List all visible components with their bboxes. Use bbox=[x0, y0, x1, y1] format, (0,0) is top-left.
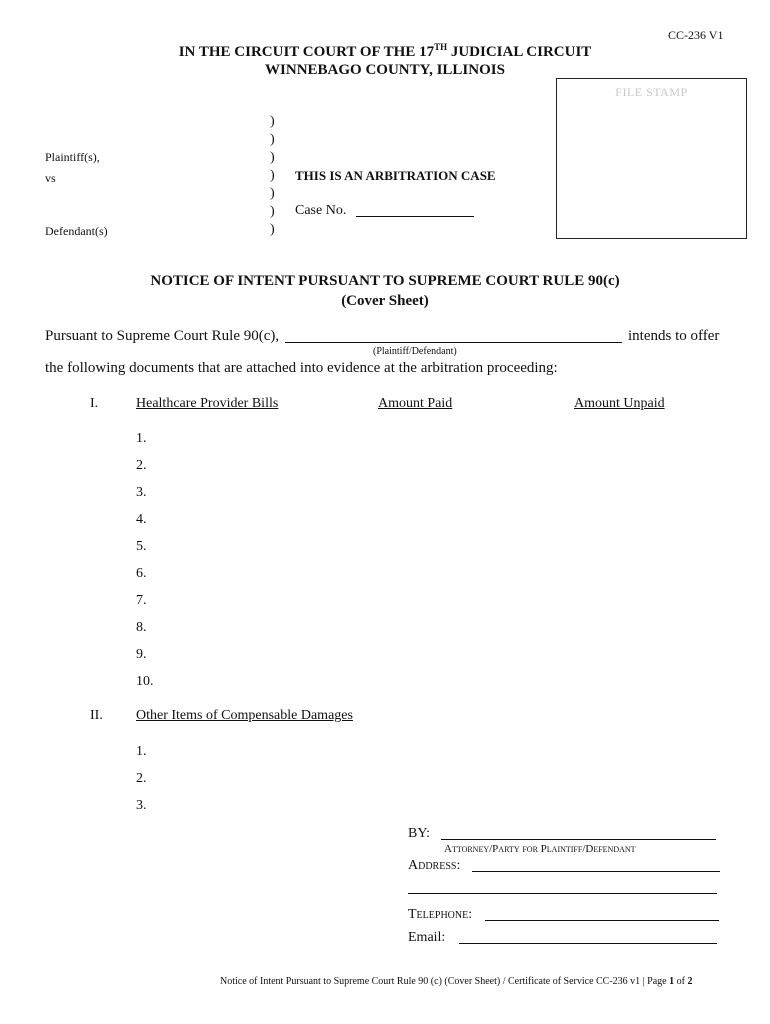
list-item-number: 7. bbox=[136, 593, 147, 608]
file-stamp-label: FILE STAMP bbox=[615, 85, 688, 99]
address-label: Address: bbox=[408, 858, 461, 873]
address-field-1[interactable] bbox=[472, 871, 720, 872]
section-1-roman: I. bbox=[90, 396, 99, 411]
court-header bbox=[0, 42, 770, 61]
list-item-number: 3. bbox=[136, 485, 147, 500]
vs-label: vs bbox=[45, 171, 56, 185]
page-footer bbox=[220, 976, 692, 987]
caption-paren: ) bbox=[270, 150, 275, 165]
list-item-number: 3. bbox=[136, 798, 147, 813]
county-header: WINNEBAGO COUNTY, ILLINOIS bbox=[265, 62, 505, 78]
case-no-field[interactable] bbox=[356, 216, 474, 217]
telephone-label: Telephone: bbox=[408, 907, 473, 922]
amount-unpaid-header: Amount Unpaid bbox=[574, 396, 665, 411]
list-item-number: 8. bbox=[136, 620, 147, 635]
page-number: 1 bbox=[669, 976, 675, 987]
case-no-label: Case No. bbox=[295, 203, 347, 218]
email-label: Email: bbox=[408, 930, 446, 945]
list-item-number: 5. bbox=[136, 539, 147, 554]
intends-text: intends to offer bbox=[628, 328, 720, 344]
caption-paren: ) bbox=[270, 186, 275, 201]
list-item-number: 2. bbox=[136, 771, 147, 786]
page-total: 2 bbox=[687, 976, 693, 987]
pursuant-text: Pursuant to Supreme Court Rule 90(c), bbox=[45, 328, 280, 344]
list-item-number: 2. bbox=[136, 458, 147, 473]
section-2-roman: II. bbox=[90, 708, 103, 723]
party-name-field[interactable] bbox=[285, 342, 622, 343]
caption-paren: ) bbox=[270, 168, 275, 183]
notice-title: NOTICE OF INTENT PURSUANT TO SUPREME COURT RULE 90(c) bbox=[150, 273, 620, 289]
list-item-number: 4. bbox=[136, 512, 147, 527]
signature-field[interactable] bbox=[441, 839, 716, 840]
caption-paren: ) bbox=[270, 204, 275, 219]
email-field[interactable] bbox=[459, 943, 717, 944]
telephone-field[interactable] bbox=[485, 920, 719, 921]
list-item-number: 6. bbox=[136, 566, 147, 581]
court-header-line1-end: JUDICIAL CIRCUIT bbox=[447, 44, 592, 60]
amount-paid-header: Amount Paid bbox=[378, 396, 453, 411]
section-2-heading: Other Items of Compensable Damages bbox=[136, 708, 353, 723]
court-header-line1: IN THE CIRCUIT COURT OF THE 17 bbox=[178, 44, 435, 60]
footer-text: Notice of Intent Pursuant to Supreme Court Rule 90 (c) (Cover Sheet) / Certificate of Service CC-236 v1 | Page bbox=[220, 976, 670, 987]
form-id: CC-236 V1 bbox=[668, 28, 724, 42]
list-item-number: 9. bbox=[136, 647, 147, 662]
plaintiff-label: Plaintiff(s), bbox=[45, 150, 100, 164]
court-header-sup: TH bbox=[434, 42, 448, 52]
section-1-heading: Healthcare Provider Bills bbox=[136, 396, 279, 411]
arbitration-notice: THIS IS AN ARBITRATION CASE bbox=[295, 168, 496, 183]
party-caption: (Plaintiff/Defendant) bbox=[373, 346, 457, 357]
defendant-label: Defendant(s) bbox=[45, 224, 108, 238]
file-stamp-box bbox=[556, 78, 747, 239]
caption-paren: ) bbox=[270, 114, 275, 129]
following-text: the following documents that are attached into evidence at the arbitration proceeding: bbox=[45, 360, 558, 376]
list-item-number: 1. bbox=[136, 744, 147, 759]
notice-subtitle: (Cover Sheet) bbox=[341, 293, 429, 309]
list-item-number: 10. bbox=[136, 674, 154, 689]
caption-paren: ) bbox=[270, 222, 275, 237]
caption-paren: ) bbox=[270, 132, 275, 147]
footer-of: of bbox=[674, 976, 688, 987]
address-field-2[interactable] bbox=[408, 893, 717, 894]
list-item-number: 1. bbox=[136, 431, 147, 446]
attorney-caption: Attorney/Party for Plaintiff/Defendant bbox=[444, 843, 636, 855]
by-label: BY: bbox=[408, 826, 431, 841]
